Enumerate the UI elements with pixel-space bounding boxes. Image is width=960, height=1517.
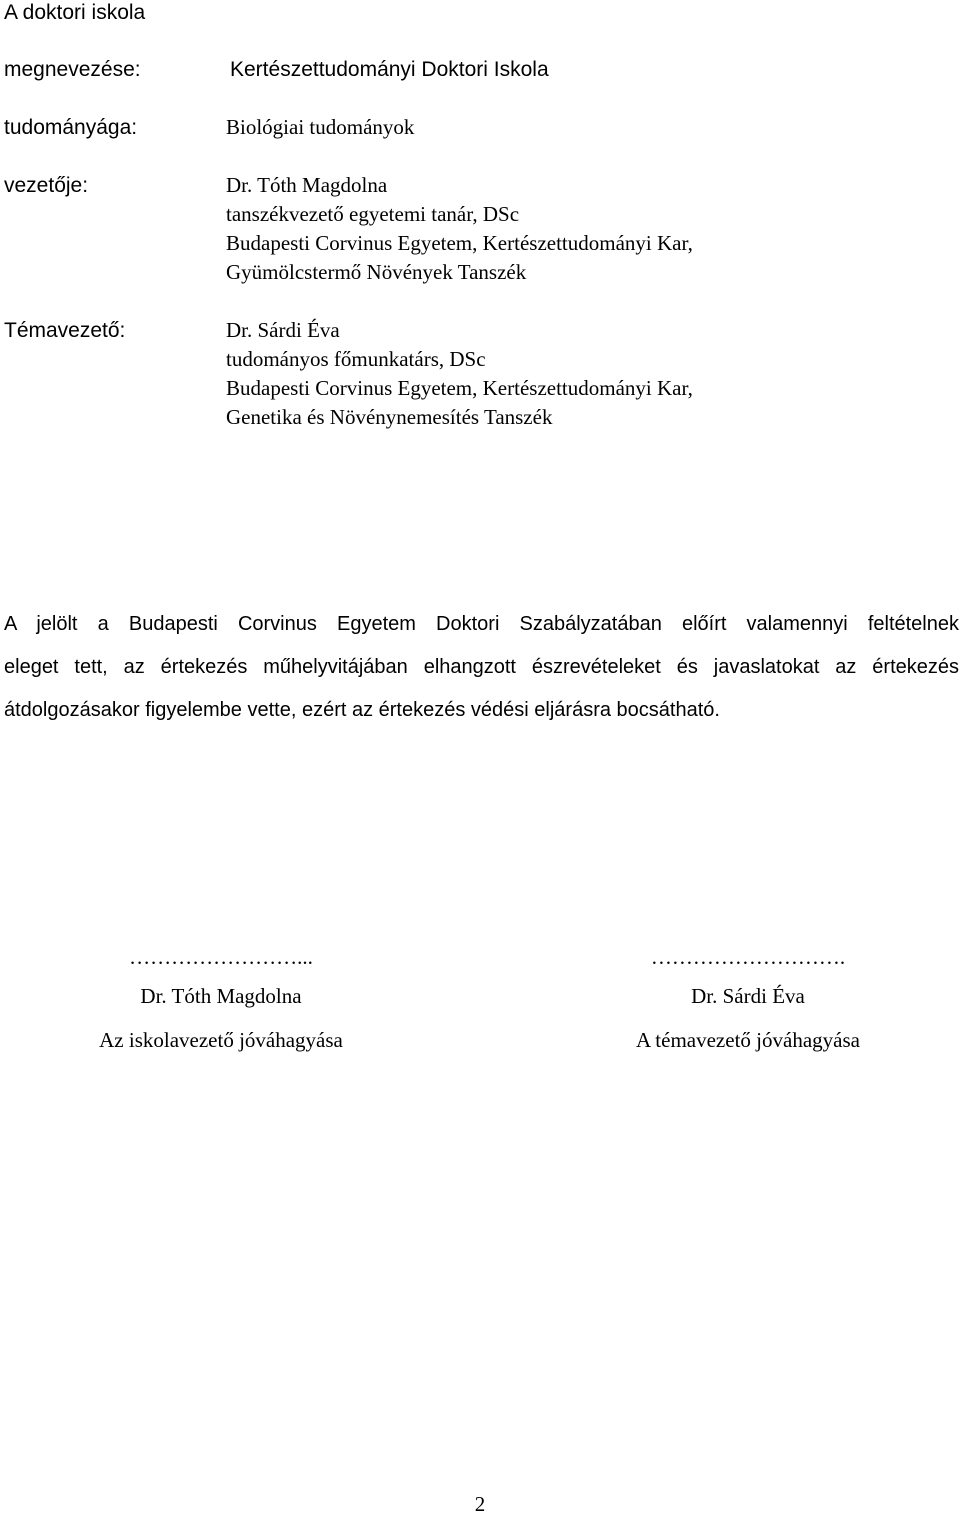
- signatory-name: Dr. Sárdi Éva: [691, 984, 805, 1008]
- signature-block-left: [71, 940, 371, 1062]
- name-label: megnevezése:: [4, 58, 141, 81]
- head-line: Gyümölcstermő Növények Tanszék: [226, 260, 527, 284]
- field-value: [226, 113, 414, 142]
- signature-line: ……………………….: [650, 945, 846, 969]
- signatory-name: Dr. Tóth Magdolna: [140, 984, 302, 1008]
- field-label: tudományága:: [4, 116, 138, 139]
- supervisor-line: Genetika és Növénynemesítés Tanszék: [226, 405, 553, 429]
- head-label: vezetője:: [4, 174, 89, 197]
- statement-line: átdolgozásakor figyelembe vette, ezért az értekezés védési eljárásra bocsátható.: [4, 699, 720, 721]
- signatory-role: Az iskolavezető jóváhagyása: [99, 1028, 343, 1052]
- statement-line: eleget tett, az értekezés műhelyvitájában elhangzott észrevételeket és javaslatokat az értekezés: [4, 656, 959, 678]
- head-line: Dr. Tóth Magdolna: [226, 173, 388, 197]
- signature-line: ……………………...: [129, 945, 313, 969]
- school-name: Kertészettudományi Doktori Iskola: [230, 58, 549, 81]
- supervisor-line: Dr. Sárdi Éva: [226, 318, 340, 342]
- approval-statement: [4, 603, 959, 732]
- signatory-role: A témavezető jóváhagyása: [636, 1028, 860, 1052]
- supervisor-line: tudományos főmunkatárs, DSc: [226, 347, 486, 371]
- supervisor-line: Budapesti Corvinus Egyetem, Kertészettudományi Kar,: [226, 376, 693, 400]
- field-name: Biológiai tudományok: [226, 115, 415, 139]
- head-details: [226, 171, 693, 287]
- name-value: [230, 55, 549, 84]
- supervisor-label: Témavezető:: [4, 319, 126, 342]
- page-title: A doktori iskola: [4, 1, 146, 24]
- head-line: tanszékvezető egyetemi tanár, DSc: [226, 202, 520, 226]
- page-number: 2: [474, 1492, 486, 1516]
- head-line: Budapesti Corvinus Egyetem, Kertészettudományi Kar,: [226, 231, 693, 255]
- statement-line: A jelölt a Budapesti Corvinus Egyetem Doktori Szabályzatában előírt valamennyi feltételnek: [4, 613, 959, 635]
- signature-block-right: [598, 940, 898, 1062]
- supervisor-details: [226, 316, 693, 432]
